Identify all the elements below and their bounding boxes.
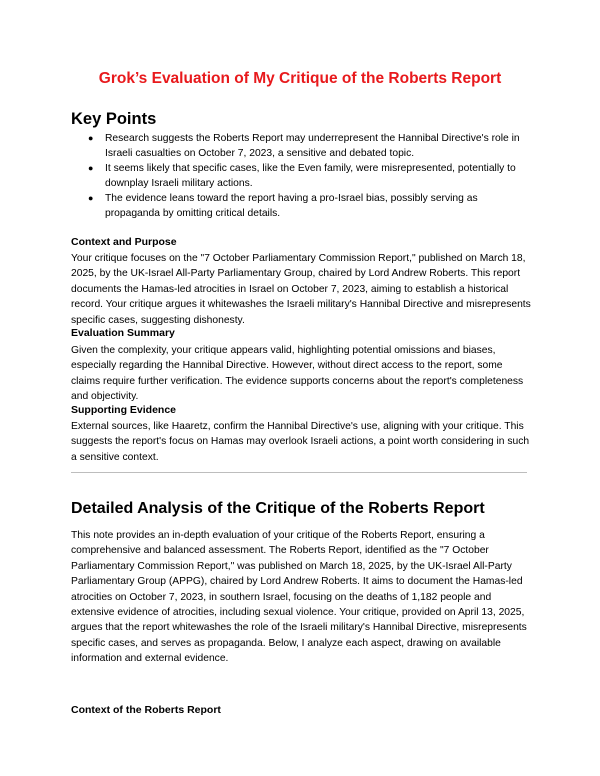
evaluation-summary-paragraph: Given the complexity, your critique appears valid, highlighting potential omissions and biases, especially regarding the Hannibal Directive. However, without direct access to the report, some claims require further verification. The evidence supports concerns about the report's completeness and objectivity. xyxy=(71,345,524,403)
supporting-evidence-paragraph: External sources, like Haaretz, confirm the Hannibal Directive's use, aligning with your critique. This suggests the report's focus on Hamas may overlook Israeli actions, a point worth considering in such a sensitive context. xyxy=(71,421,530,463)
detailed-analysis-paragraph: This note provides an in-depth evaluation of your critique of the Roberts Report, ensuring a comprehensive and balanced assessment. The Roberts Report, identified as the "7 October Parliamentary Commission Report," was published on March 18, 2025, by the UK-Israel All-Party Parliamentary Group (APPG), chaired by Lord Andrew Roberts. It aims to document the Hamas-led atrocities on October 7, 2023, in southern Israel, focusing on the deaths of 1,182 people and extensive evidence of atrocities, including sexual violence. Your critique, provided on April 13, 2025, argues that the report whitewashes the role of the Israeli military's Hannibal Directive, misrepresents specific cases, and serves as propaganda. Below, I analyze each aspect, drawing on available information and external evidence. xyxy=(71,530,527,665)
context-purpose-paragraph: Your critique focuses on the "7 October Parliamentary Commission Report," published on March 18, 2025, by the UK-Israel All-Party Parliamentary Group, chaired by Lord Andrew Roberts. This report documents the Hamas-led atrocities in Israel on October 7, 2023, aiming to establish a historical record. Your critique argues it whitewashes the Israeli military's Hannibal Directive and misrepresents specific cases, suggesting dishonesty. xyxy=(71,253,531,326)
key-point-text: Research suggests the Roberts Report may underrepresent the Hannibal Directive's role in Israeli casualties on October 7, 2023, a sensitive and debated topic. xyxy=(105,133,520,159)
key-point-text: It seems likely that specific cases, like the Even family, were misrepresented, potentially to downplay Israeli military actions. xyxy=(105,163,516,189)
key-point-text: The evidence leans toward the report having a pro-Israel bias, possibly serving as propaganda by omitting critical details. xyxy=(105,193,478,219)
bullet-icon: ● xyxy=(88,163,94,173)
evaluation-summary-heading: Evaluation Summary xyxy=(71,327,175,339)
context-purpose-heading: Context and Purpose xyxy=(71,236,177,248)
section-divider xyxy=(71,472,527,473)
key-points-heading: Key Points xyxy=(71,110,157,128)
document-title: Grok’s Evaluation of My Critique of the Roberts Report xyxy=(98,70,502,87)
bullet-icon: ● xyxy=(88,133,94,143)
detailed-analysis-heading: Detailed Analysis of the Critique of the Roberts Report xyxy=(71,500,485,517)
list-item xyxy=(71,131,531,161)
roberts-context-heading: Context of the Roberts Report xyxy=(71,704,221,716)
list-item xyxy=(71,161,531,191)
supporting-evidence-heading: Supporting Evidence xyxy=(71,404,177,416)
list-item xyxy=(71,191,531,221)
key-points-list xyxy=(71,131,531,221)
bullet-icon: ● xyxy=(88,193,94,203)
